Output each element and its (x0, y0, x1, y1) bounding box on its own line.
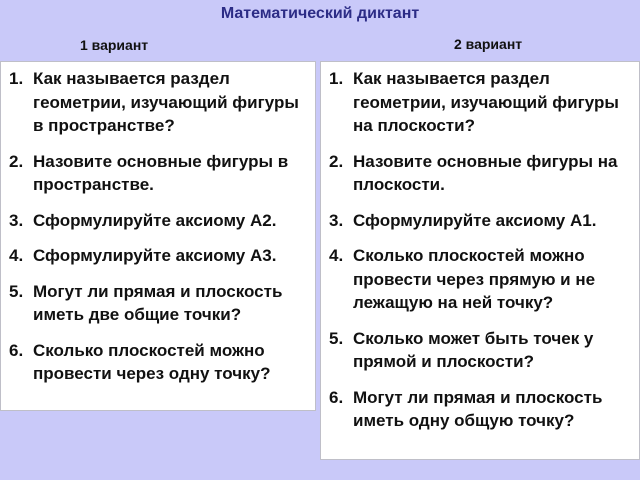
question-item (329, 209, 635, 233)
question-number: 5. (329, 328, 344, 348)
question-text: Сколько может быть точек у прямой и плоскости? (353, 328, 594, 371)
variant-1-panel (0, 61, 316, 411)
question-text: Как называется раздел геометрии, изучающий фигуры на плоскости? (353, 69, 619, 135)
question-text: Могут ли прямая и плоскость иметь одну общую точку? (353, 387, 603, 430)
question-item (329, 386, 635, 433)
question-number: 4. (329, 246, 344, 265)
question-item (9, 67, 309, 138)
variant-2-panel (320, 61, 640, 460)
question-item (9, 150, 309, 197)
question-text: Назовите основные фигуры в пространстве. (33, 151, 289, 194)
question-text: Сколько плоскостей можно провести через одну точку? (33, 340, 271, 383)
question-number: 1. (329, 69, 344, 88)
question-item (329, 244, 635, 315)
question-number: 2. (9, 151, 24, 171)
variant-2-label: 2 вариант (454, 36, 523, 52)
variant-1-question-list (9, 67, 309, 398)
question-number: 6. (9, 340, 24, 360)
question-item (329, 327, 635, 374)
question-item (9, 244, 309, 268)
question-text: Могут ли прямая и плоскость иметь две общие точки? (33, 281, 283, 324)
variant-1-label: 1 вариант (80, 37, 149, 53)
question-number: 3. (9, 210, 24, 230)
question-item (329, 67, 635, 138)
question-item (9, 280, 309, 327)
question-text: Сформулируйте аксиому А3. (33, 246, 277, 265)
question-text: Как называется раздел геометрии, изучающий фигуры в пространстве? (33, 69, 299, 135)
question-item (9, 209, 309, 233)
slide-title: Математический диктант (220, 5, 420, 22)
question-text: Сформулируйте аксиому А1. (353, 210, 597, 230)
question-text: Сколько плоскостей можно провести через прямую и не лежащую на ней точку? (353, 246, 596, 312)
question-number: 5. (9, 281, 24, 301)
question-number: 1. (9, 69, 24, 88)
question-text: Назовите основные фигуры на плоскости. (353, 151, 618, 194)
variant-2-question-list (329, 67, 635, 445)
question-number: 6. (329, 387, 344, 407)
question-item (329, 150, 635, 197)
question-number: 3. (329, 210, 344, 230)
question-number: 2. (329, 151, 344, 171)
question-text: Сформулируйте аксиому А2. (33, 210, 277, 230)
question-number: 4. (9, 246, 24, 265)
question-item (9, 339, 309, 386)
